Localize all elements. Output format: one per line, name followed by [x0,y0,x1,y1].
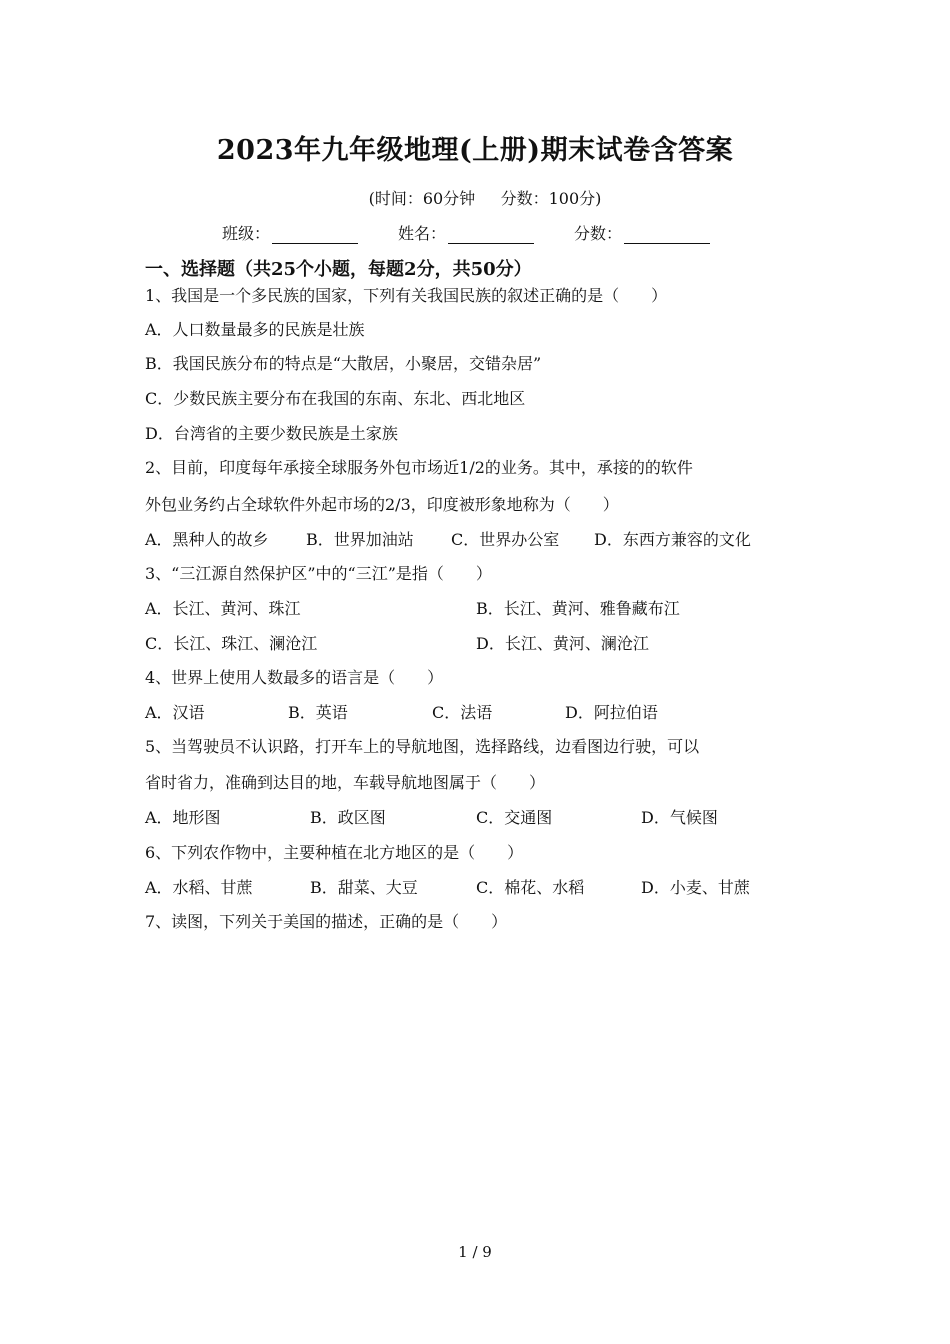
q5-option-a: A．地形图 [145,808,221,827]
q5-option-d: D．气候图 [641,808,718,827]
q5-option-b: B．政区图 [310,808,386,827]
q6-option-c: C．棉花、水稻 [476,878,585,897]
q5-option-c: C．交通图 [476,808,553,827]
q3-option-d: D．长江、黄河、澜沧江 [476,634,649,653]
student-info-fields [222,221,750,244]
q1-option-a: A．人口数量最多的民族是壮族 [145,320,365,339]
q3-option-a: A．长江、黄河、珠江 [145,599,301,618]
q6-option-d: D．小麦、甘蔗 [641,878,750,897]
q6-option-b: B．甜菜、大豆 [310,878,418,897]
q1-stem: 1、我国是一个多民族的国家，下列有关我国民族的叙述正确的是（ ） [145,286,668,305]
page-number: 1 / 9 [458,1243,492,1261]
q1-option-b: B．我国民族分布的特点是“大散居，小聚居，交错杂居” [145,354,542,373]
class-blank[interactable] [272,227,358,244]
score-blank[interactable] [624,227,710,244]
q5-stem-line2: 省时省力，准确到达目的地，车载导航地图属于（ ） [145,773,546,792]
q4-option-a: A．汉语 [145,703,205,722]
score-label: 分数： [574,224,623,243]
exam-time: (时间：60分钟 [368,189,476,208]
q2-option-c: C．世界办公室 [451,530,560,549]
q5-stem-line1: 5、当驾驶员不认识路，打开车上的导航地图，选择路线，边看图边行驶，可以 [145,737,700,756]
q6-option-a: A．水稻、甘蔗 [145,878,253,897]
q2-option-b: B．世界加油站 [306,530,414,549]
score-field [574,221,710,244]
q2-option-a: A．黑种人的故乡 [145,530,269,549]
class-field [222,221,358,244]
q3-stem: 3、“三江源自然保护区”中的“三江”是指（ ） [145,564,492,583]
q4-option-d: D．阿拉伯语 [565,703,658,722]
section-title: 一、选择题（共25个小题，每题2分，共50分） [145,259,532,280]
q1-option-c: C．少数民族主要分布在我国的东南、东北、西北地区 [145,389,526,408]
q3-option-c: C．长江、珠江、澜沧江 [145,634,318,653]
q3-option-b: B．长江、黄河、雅鲁藏布江 [476,599,680,618]
exam-score: 分数：100分) [500,189,602,208]
q4-option-c: C．法语 [432,703,493,722]
q4-option-b: B．英语 [288,703,348,722]
q6-stem: 6、下列农作物中，主要种植在北方地区的是（ ） [145,843,524,862]
page-title: 2023年九年级地理(上册)期末试卷含答案 [216,135,734,166]
class-label: 班级： [222,224,271,243]
name-blank[interactable] [448,227,534,244]
exam-meta [0,186,950,209]
name-field [398,221,534,244]
q2-stem-line2: 外包业务约占全球软件外起市场的2/3，印度被形象地称为（ ） [145,495,619,514]
q7-stem: 7、读图，下列关于美国的描述，正确的是（ ） [145,912,508,931]
q4-stem: 4、世界上使用人数最多的语言是（ ） [145,668,444,687]
q2-option-d: D．东西方兼容的文化 [594,530,751,549]
q2-stem-line1: 2、目前，印度每年承接全球服务外包市场近1/2的业务。其中，承接的的软件 [145,458,693,477]
q1-option-d: D．台湾省的主要少数民族是土家族 [145,424,398,443]
name-label: 姓名： [398,224,447,243]
